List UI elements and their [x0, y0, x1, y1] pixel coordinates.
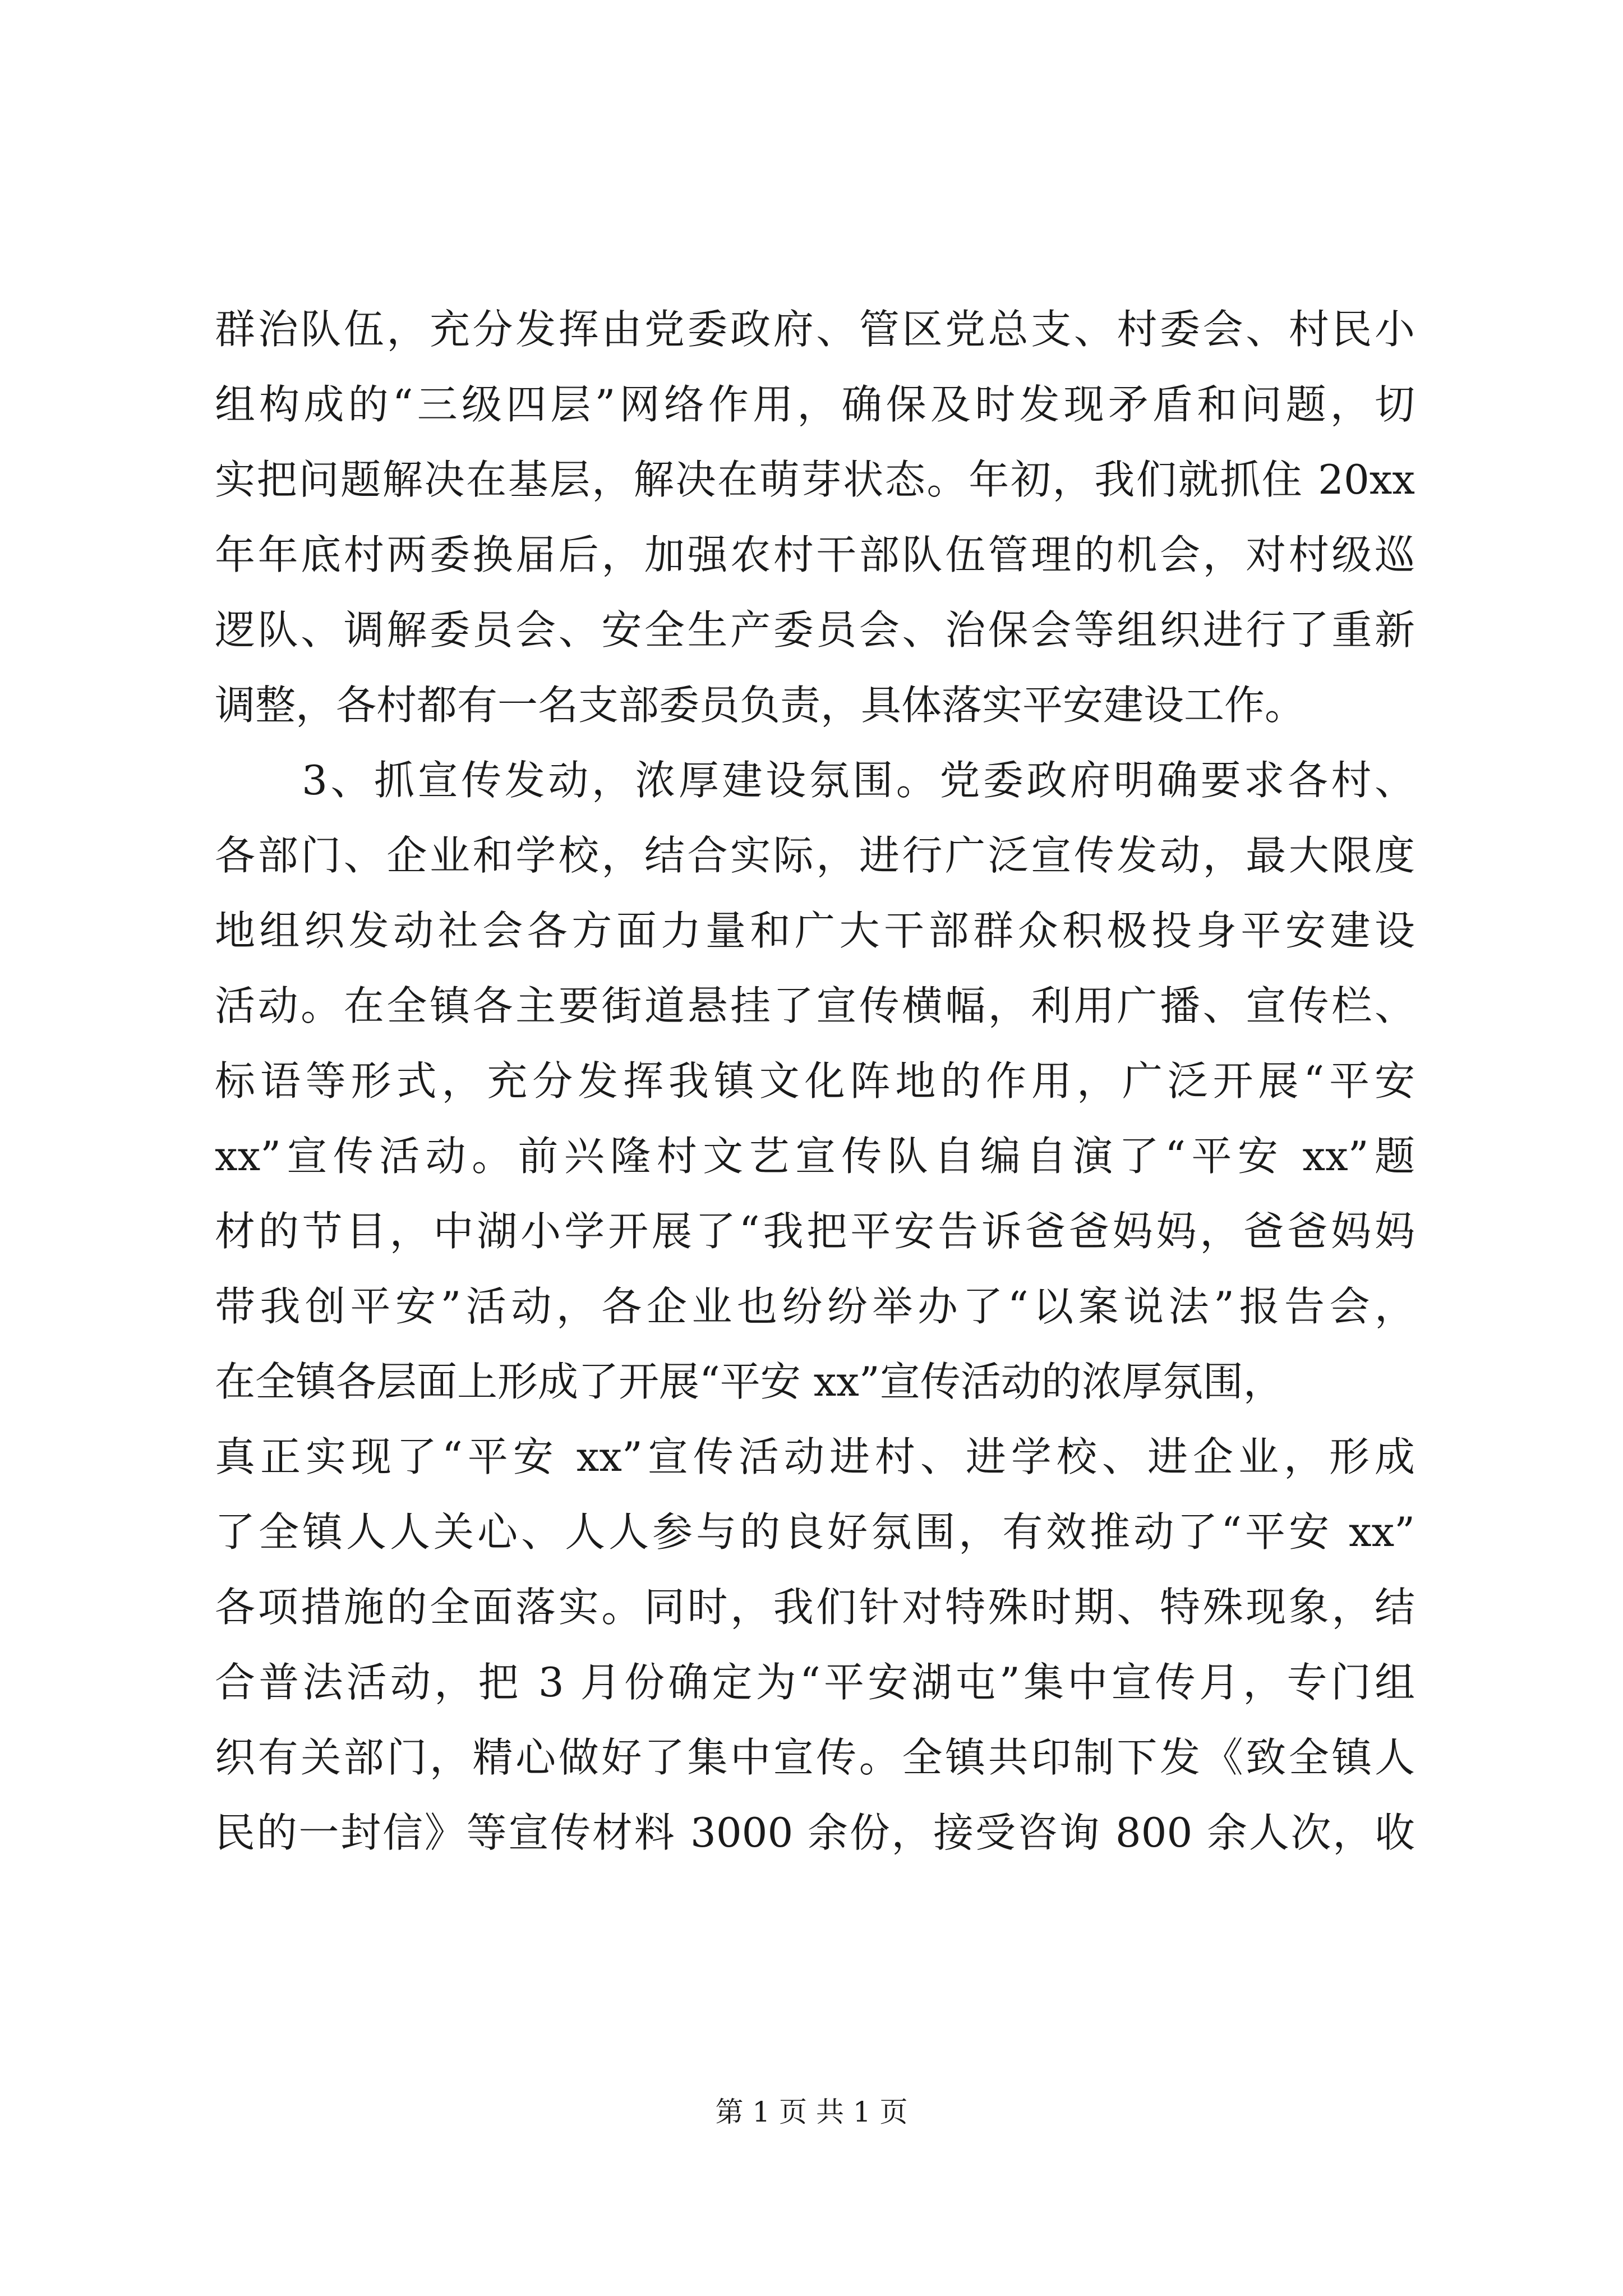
body-text [215, 292, 1415, 1870]
text-line: 组构成的“三级四层”网络作用，确保及时发现矛盾和问题，切 [215, 381, 1415, 428]
text-line: 材的节目，中湖小学开展了“我把平安告诉爸爸妈妈，爸爸妈妈 [215, 1208, 1415, 1255]
text-line: 地组织发动社会各方面力量和广大干部群众积极投身平安建设 [215, 907, 1415, 954]
text-line: 标语等形式，充分发挥我镇文化阵地的作用，广泛开展“平安 [215, 1057, 1415, 1105]
text-line: 逻队、调解委员会、安全生产委员会、治保会等组织进行了重新 [215, 606, 1415, 654]
text-line: 了全镇人人关心、人人参与的良好氛围，有效推动了“平安 xx” [215, 1508, 1415, 1556]
text-line: 织有关部门，精心做好了集中宣传。全镇共印制下发《致全镇人 [215, 1734, 1415, 1781]
page-footer: 第 1 页 共 1 页 [715, 2096, 908, 2128]
text-line: 在全镇各层面上形成了开展“平安 xx”宣传活动的浓厚氛围， [215, 1358, 1284, 1405]
text-line: 群治队伍，充分发挥由党委政府、管区党总支、村委会、村民小 [215, 306, 1415, 353]
text-line: 各项措施的全面落实。同时，我们针对特殊时期、特殊现象，结 [215, 1584, 1415, 1631]
text-line: 实把问题解决在基层，解决在萌芽状态。年初，我们就抓住 20xx [215, 456, 1415, 503]
text-line: xx”宣传活动。前兴隆村文艺宣传队自编自演了“平安 xx”题 [215, 1133, 1415, 1180]
text-line: 调整，各村都有一名支部委员负责，具体落实平安建设工作。 [215, 682, 1306, 729]
text-line: 带我创平安”活动，各企业也纷纷举办了“以案说法”报告会， [215, 1283, 1415, 1330]
text-line: 民的一封信》等宣传材料 3000 余份，接受咨询 800 余人次，收 [215, 1809, 1415, 1856]
text-line: 年年底村两委换届后，加强农村干部队伍管理的机会，对村级巡 [215, 531, 1415, 578]
text-line: 3、抓宣传发动，浓厚建设氛围。党委政府明确要求各村、 [215, 757, 1415, 804]
text-line: 活动。在全镇各主要街道悬挂了宣传横幅，利用广播、宣传栏、 [215, 982, 1415, 1029]
text-line: 真正实现了“平安 xx”宣传活动进村、进学校、进企业，形成 [215, 1433, 1415, 1480]
text-line: 各部门、企业和学校，结合实际，进行广泛宣传发动，最大限度 [215, 832, 1415, 879]
text-line: 合普法活动，把 3 月份确定为“平安湖屯”集中宣传月，专门组 [215, 1659, 1415, 1706]
